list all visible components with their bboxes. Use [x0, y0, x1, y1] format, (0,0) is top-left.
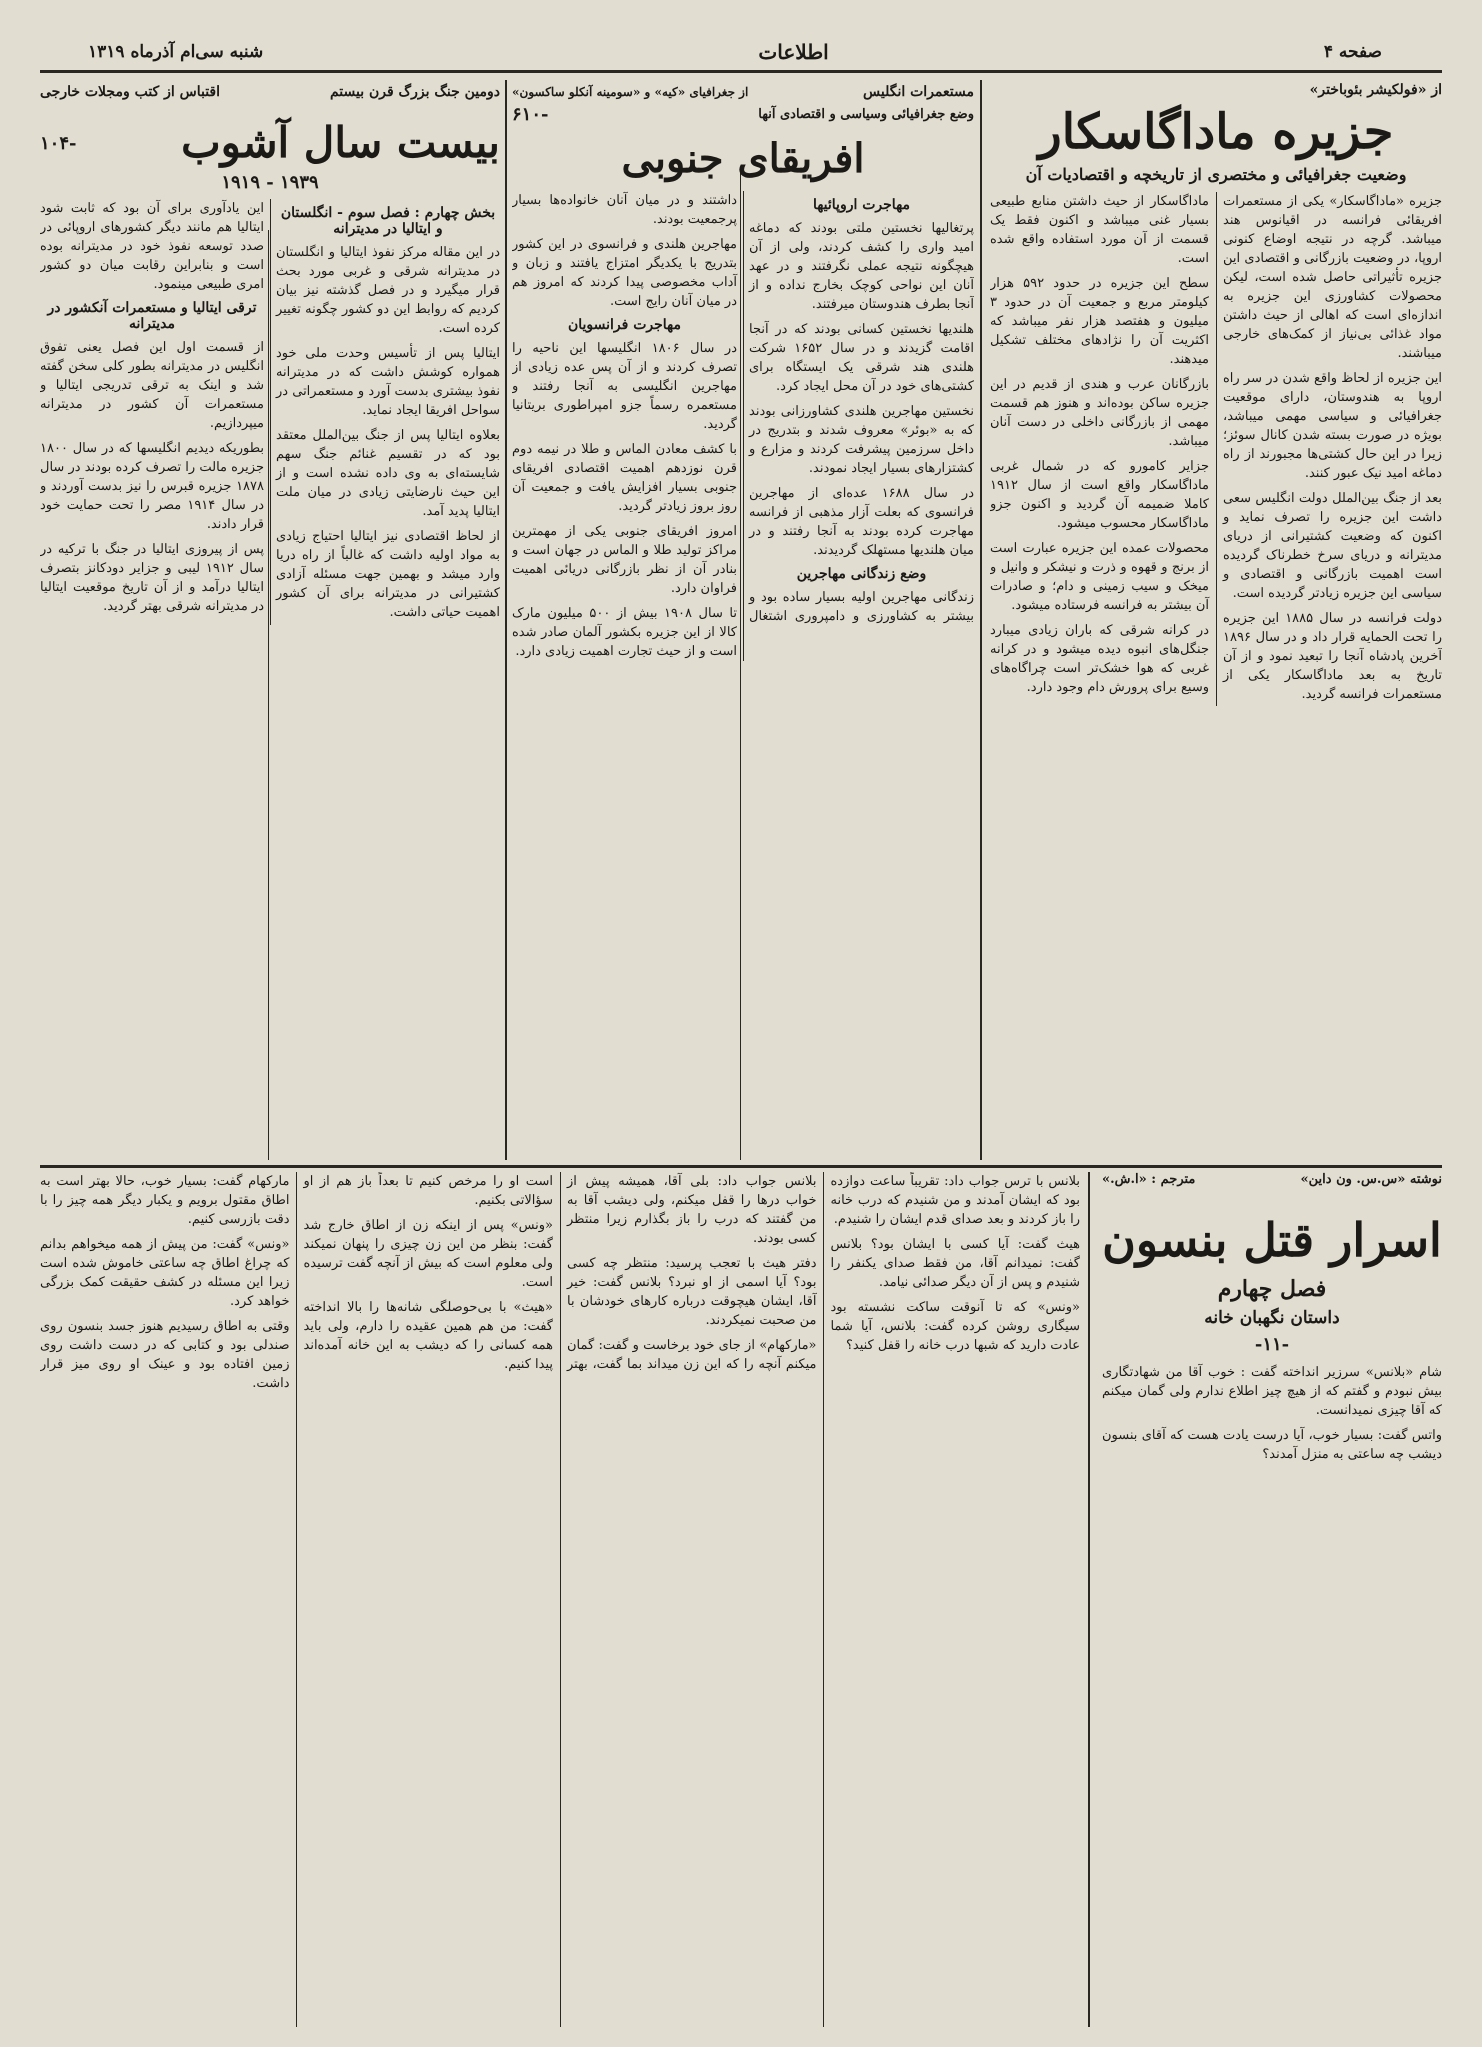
- column-rule-right: [980, 80, 982, 1160]
- article-years: ۱۹۳۹ - ۱۹۱۹: [221, 172, 319, 194]
- paragraph: هلندیها نخستین کسانی بودند که در آنجا اقامت گزیدند و در سال ۱۶۵۲ شرکت هلندی هند شرقی یک ایستگاه برای کشتی‌های خود در آن محل ایجاد کرد.: [749, 322, 974, 394]
- paragraph: امروز افریقای جنوبی یکی از مهمترین مراکز تولید طلا و الماس در جهان است و بنادر آن از نظر بازرگانی دریائی اهمیت فراوان دارد.: [512, 524, 737, 596]
- paragraph: ماداگاسکار از حیث داشتن منابع طبیعی بسیار غنی میباشد و اکنون فقط یک قسمت از آن مورد استفاده واقع شده است.: [990, 193, 1209, 266]
- paragraph: زندگانی مهاجرین اولیه بسیار ساده بود و بیشتر به کشاورزی و دامپروری اشتغال داشتند و در میان آنان خانواده‌ها بسیار پرجمعیت بودند.: [512, 193, 974, 624]
- south-africa-article: [512, 82, 974, 1157]
- article-number: -۱۰۴: [40, 132, 77, 154]
- paragraph: واتس گفت: بسیار خوب، آیا درست یادت هست که آقای بنسون دیشب چه ساعتی به منزل آمدند؟: [1102, 1427, 1442, 1462]
- paragraph: شام «بلانس» سرزیر انداخته گفت : خوب آقا من شهادتگاری بیش نبودم و گفتم که از هیچ چیز اطلاع ندارم ولی گمان میکنم که آقا چیزی نمیدانست.: [1102, 1364, 1442, 1418]
- paragraph: دفتر هیث با تعجب پرسید: منتظر چه کسی بود؟ آیا اسمی از او نبرد؟ بلانس گفت: خیر آقا، ایشان هیچوقت درباره کارهای خودشان با من صحبت نمیکردند.: [567, 1256, 817, 1328]
- paragraph: بطوریکه دیدیم انگلیسها که در سال ۱۸۰۰ جزیره مالت را تصرف کرده بودند در سال ۱۸۷۸ جزیره قبرس را نیز بدست آوردند و در سال ۱۹۱۴ مصر را تحت حمایت خود قرار دادند.: [40, 441, 264, 533]
- paragraph: بازرگانان عرب و هندی از قدیم در این جزیره ساکن بوده‌اند و هنوز هم قسمت مهمی از بازرگانی داخلی در دست آنان میباشد.: [990, 376, 1209, 449]
- article-subtitle: وضعیت جغرافیائی و مختصری از تاریخچه و اقتصادیات آن: [1025, 164, 1407, 184]
- subheading: مهاجرت اروپائیها: [812, 197, 911, 213]
- issue-date: شنبه سی‌ام آذرماه ۱۳۱۹: [88, 42, 264, 62]
- article-kickers: [512, 82, 974, 104]
- newspaper-name: اطلاعات: [758, 40, 829, 64]
- story-separator-rule: [40, 1165, 1442, 1168]
- paragraph: از لحاظ اقتصادی نیز ایتالیا احتیاج زیادی به مواد اولیه داشت که غالباً از راه دریا وارد میشد و بهمین جهت مسئله آزادی کشتیرانی در مدیترانه برای آن کشور اهمیت حیاتی داشت.: [276, 529, 500, 621]
- page-header: [88, 40, 1382, 64]
- paragraph: مارکهام گفت: بسیار خوب، حالا بهتر است به اطاق مقتول برویم و یکبار دیگر همه چیز را با دقت بازرسی کنیم.: [40, 1174, 290, 1227]
- paragraph: جزیره «ماداگاسکار» یکی از مستعمرات افریقائی فرانسه در اقیانوس هند میباشد. گرچه در نتیجه اوضاع کنونی اروپا، در وضعیت بازرگانی و اقتصادی این جزیره تأثیراتی حاصل شده است، لیکن محصولات کشاورزی این جزیره به اندازه‌ای است که اهالی از حیث داشتن مواد غذائی بی‌نیاز از کمک‌های خارجی میباشند.: [1223, 193, 1442, 361]
- paragraph: نخستین مهاجرین هلندی کشاورزانی بودند که به «بوئر» معروف شدند و بتدریج در داخل سرزمین پیشرفت کردند و مزارع و کشتزارهای بسیار ایجاد نمودند.: [749, 404, 974, 476]
- twenty-years-article: [40, 82, 500, 1157]
- paragraph: بلانس جواب داد: بلی آقا، همیشه پیش از خواب درها را قفل میکنم، ولی دیشب آقا به من گفتند که درب را باز بگذارم زیرا منتظر کسی بودند.: [567, 1174, 817, 1246]
- madagascar-article: [990, 82, 1442, 1157]
- paragraph: در کرانه شرقی که باران زیادی میبارد جنگل‌های انبوه دیده میشود و در کرانه غربی که هوا خشک‌تر است چراگاه‌های وسیع برای پرورش دام وجود دارد.: [990, 622, 1209, 695]
- article-title: افریقای جنوبی: [621, 135, 865, 182]
- paragraph: سطح این جزیره در حدود ۵۹۲ هزار کیلومتر مربع و جمعیت آن در حدود ۳ میلیون و هفتصد هزار نفر میباشد که اکثریت آن را نژادهای مختلف تشکیل میدهند.: [990, 275, 1209, 367]
- paragraph: در سال ۱۸۰۶ انگلیسها این ناحیه را تصرف کردند و از آن پس عده زیادی از مهاجرین انگلیسی به آنجا رفتند و مستعمره رسماً جزو امپراطوری بریتانیا گردید.: [512, 341, 737, 432]
- paragraph: از قسمت اول این فصل یعنی تفوق انگلیس در مدیترانه بطور کلی سخن گفته شد و اینک به ترقی تدریجی ایتالیا و مستعمرات آن کشور در مدیترانه میپردازیم.: [40, 340, 264, 432]
- paragraph: بعد از جنگ بین‌الملل دولت انگلیس سعی داشت این جزیره را تصرف نماید و اکنون که وضعیت کشتیرانی از دریای مدیترانه و دریای سرخ خطرناک گردیده است اهمیت بازرگانی و اقتصادی و سیاسی این جزیره زیادتر گردیده است.: [1223, 490, 1442, 601]
- article-title: جزیره ماداگاسکار: [1038, 104, 1394, 160]
- paragraph: در این مقاله مرکز نفوذ ایتالیا و انگلستان در مدیترانه شرقی و غربی مورد بحث قرار میگیرد و در فصل گذشته نیز بیان کردیم که روابط این دو کشور چگونه تغییر کرده است.: [276, 245, 500, 337]
- article-source: از «فولکیشر بئوباختر»: [1309, 82, 1442, 98]
- paragraph: در سال ۱۶۸۸ عده‌ای از مهاجرین فرانسوی که بعلت آزار مذهبی از فرانسه مهاجرت کرده بودند به آنجا رفتند و در میان هلندیها مستهلک گردیدند.: [749, 486, 974, 558]
- column-rule-left: [505, 80, 507, 1160]
- subheading: ترقی ایتالیا و مستعمرات آنکشور در مدیترانه: [47, 300, 257, 333]
- article-kickers: [40, 82, 500, 104]
- benson-story: [40, 1172, 1442, 2032]
- paragraph: بلانس با ترس جواب داد: تقریباً ساعت دوازده بود که ایشان آمدند و من شنیدم که درب خانه را باز کردند و بعد صدای قدم ایشان را شنیدم.: [830, 1174, 1080, 1227]
- article-title: بیست سال آشوب: [181, 118, 500, 167]
- article-number: -۶۱۰: [512, 104, 549, 125]
- kicker-left: از جغرافیای «کیه» و «سومینه آنکلو ساکسون»: [512, 85, 749, 99]
- article-title-row: [40, 120, 500, 166]
- article-caption: وضع جغرافیائی وسیاسی و اقتصادی آنها: [758, 107, 974, 122]
- article-caption-row: [512, 104, 974, 125]
- paragraph: مهاجرین هلندی و فرانسوی در این کشور بتدریج با یکدیگر امتزاج یافتند و زبان و آداب مخصوصی پیدا کردند که امروز هم در میان آنان رایج است.: [512, 237, 737, 309]
- paragraph: «هیث» با بی‌حوصلگی شانه‌ها را بالا انداخته گفت: من هم همین عقیده را دارم، ولی باید همه کسانی را که دیشب به این خانه آمده‌اند پیدا کنیم.: [303, 1300, 553, 1372]
- story-translator: مترجم : «ا.ش.»: [1102, 1172, 1196, 1187]
- kicker-right: مستعمرات انگلیس: [863, 84, 974, 100]
- paragraph: «ونس» پس از اینکه زن از اطاق خارج شد گفت: بنظر من این زن چیزی را پنهان نمیکند ولی معلوم است که بیش از آنچه گفت ترسیده است.: [303, 1218, 553, 1290]
- paragraph: تا سال ۱۹۰۸ بیش از ۵۰۰ میلیون مارک کالا از این جزیره بکشور آلمان صادر شده است و از حیث تجارت اهمیت زیادی دارد.: [512, 606, 737, 659]
- paragraph: جزایر کامورو که در شمال غربی ماداگاسکار واقع است از سال ۱۹۱۲ کاملا ضمیمه آن گردید و اکنون جزو ماداگاسکار محسوب میشود.: [990, 458, 1209, 531]
- story-title: اسرار قتل بنسون: [1102, 1213, 1442, 1267]
- subheading: مهاجرت فرانسویان: [567, 317, 682, 333]
- paragraph: «مارکهام» از جای خود برخاست و گفت: گمان میکنم آنچه را که این زن میداند بما گفت، بهتر است او را مرخص کنیم تا بعداً باز هم از او سؤالاتی بکنیم.: [303, 1174, 817, 1372]
- story-head: [1102, 1172, 1442, 1470]
- story-credits: [1102, 1172, 1442, 1187]
- story-body: [40, 1172, 1080, 2027]
- chapter-heading: بخش چهارم : فصل سوم - انگلستان و ایتالیا در مدیترانه: [280, 205, 496, 238]
- subheading: وضع زندگانی مهاجرین: [796, 566, 927, 582]
- paragraph: ایتالیا پس از تأسیس وحدت ملی خود همواره کوشش داشت که در مدیترانه نفوذ بیشتری بدست آورد و مستعمراتی در سواحل افریقا ایجاد نماید.: [276, 346, 500, 419]
- story-number: -۱۱-: [1254, 1333, 1290, 1355]
- page-number-label: صفحه ۴: [1323, 42, 1382, 62]
- paragraph: «ونس» که تا آنوقت ساکت نشسته بود سیگاری روشن کرده گفت: بلانس، آیا شما عادت دارید که شبها درب خانه را قفل کنید؟: [830, 1300, 1080, 1353]
- story-author: نوشته «س.س. ون داین»: [1300, 1172, 1442, 1187]
- paragraph: هیث گفت: آیا کسی با ایشان بود؟ بلانس گفت: نمیدانم آقا، من فقط صدای یکنفر را شنیدم و پس از آن دیگر صدائی نیامد.: [830, 1237, 1080, 1290]
- paragraph: بعلاوه ایتالیا پس از جنگ بین‌الملل معتقد بود که در تقسیم غنائم جنگ سهم شایسته‌ای به وی داده نشده است و از این حیث نارضایتی زیادی در میان ملت ایتالیا پدید آمد.: [276, 428, 500, 520]
- paragraph: با کشف معادن الماس و طلا در نیمه دوم قرن نوزدهم اهمیت اقتصادی افریقای جنوبی بسیار افزایش یافت و جمعیت آن روز بروز زیادتر گردید.: [512, 442, 737, 514]
- header-rule: [40, 70, 1442, 73]
- story-chapter-title: داستان نگهبان خانه: [1204, 1307, 1340, 1328]
- paragraph: وقتی به اطاق رسیدیم هنوز جسد بنسون روی صندلی بود و کتابی که در دست داشت روی زمین افتاده بود و عینک او روی میز قرار داشت.: [40, 1319, 290, 1391]
- story-chapter: فصل چهارم: [1217, 1275, 1327, 1302]
- kicker-right: دومین جنگ بزرگ قرن بیستم: [329, 84, 500, 100]
- paragraph: این یادآوری برای آن بود که ثابت شود ایتالیا هم مانند دیگر کشورهای اروپائی در صدد توسعه نفوذ خود در مدیترانه بوده است و بنابراین رقابت میان دو کشور امری طبیعی مینمود.: [40, 201, 264, 293]
- paragraph: پس از پیروزی ایتالیا در جنگ با ترکیه در سال ۱۹۱۲ لیبی و جزایر دودکانز بتصرف ایتالیا درآمد و از آن تاریخ موقعیت ایتالیا در مدیترانه شرقی بهتر گردید.: [40, 542, 264, 615]
- paragraph: «ونس» گفت: من پیش از همه میخواهم بدانم که چراغ اطاق چه ساعتی خاموش شده است زیرا این مسئله در کشف حقیقت کمک بزرگی خواهد کرد.: [40, 1237, 290, 1309]
- paragraph: این جزیره از لحاظ واقع شدن در سر راه اروپا به هندوستان، دارای موقعیت جغرافیائی و سیاسی مهمی میباشد، بویژه در صورت بسته شدن کانال سوئز؛ زیرا در این حال کشتی‌ها مجبورند از راه دماغه امید نیک عبور کنند.: [1223, 370, 1442, 481]
- paragraph: دولت فرانسه در سال ۱۸۸۵ این جزیره را تحت الحمایه قرار داد و در سال ۱۸۹۶ آخرین پادشاه آنجا را تبعید نمود و از آن تاریخ به بعد ماداگاسکار یکی از مستعمرات فرانسه گردید.: [1223, 610, 1442, 702]
- story-rule: [1088, 1172, 1090, 2027]
- paragraph: محصولات عمده این جزیره عبارت است از برنج و قهوه و ذرت و نیشکر و وانیل و میخک و سیب زمینی و دام؛ و صادرات آن بیشتر به فرانسه فرستاده میشود.: [990, 540, 1209, 613]
- paragraph: پرتغالیها نخستین ملتی بودند که دماغه امید واری را کشف کردند، ولی از آن هیچگونه نتیجه عملی نگرفتند و در عهد آنان این نواحی کوچک بخارج نداده و از آنجا بطرف هندوستان میرفتند.: [749, 221, 974, 312]
- kicker-left: اقتباس از کتب ومجلات خارجی: [40, 84, 221, 100]
